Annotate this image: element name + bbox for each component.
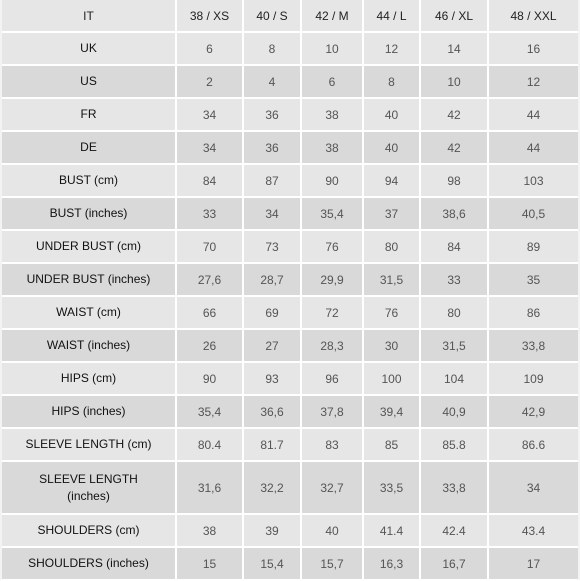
table-cell: 14 — [420, 32, 488, 65]
row-label-text: HIPS (inches) — [51, 404, 126, 418]
row-label-text: WAIST (inches) — [46, 338, 131, 352]
table-cell: 38 — [176, 514, 243, 547]
table-cell: 34 — [243, 197, 301, 230]
table-row — [2, 197, 578, 230]
row-label — [2, 32, 176, 65]
header-cell-it: IT — [2, 0, 176, 32]
table-cell: 85 — [363, 428, 420, 461]
table-cell: 84 — [420, 230, 488, 263]
table-cell: 80 — [420, 296, 488, 329]
table-cell: 33,8 — [488, 329, 578, 362]
table-cell: 35,4 — [301, 197, 363, 230]
table-cell: 40 — [363, 131, 420, 164]
table-cell: 12 — [488, 65, 578, 98]
table-cell: 34 — [488, 461, 578, 514]
table-cell: 28,7 — [243, 263, 301, 296]
table-cell: 6 — [176, 32, 243, 65]
table-cell: 42.4 — [420, 514, 488, 547]
table-cell: 42 — [420, 131, 488, 164]
table-cell: 44 — [488, 98, 578, 131]
table-cell: 12 — [363, 32, 420, 65]
table-cell: 96 — [301, 362, 363, 395]
table-cell: 93 — [243, 362, 301, 395]
row-label — [2, 296, 176, 329]
table-row — [2, 395, 578, 428]
header-cell-s: 40 / S — [243, 0, 301, 32]
table-cell: 43.4 — [488, 514, 578, 547]
row-label — [2, 98, 176, 131]
table-cell: 38,6 — [420, 197, 488, 230]
table-cell: 39,4 — [363, 395, 420, 428]
table-cell: 86 — [488, 296, 578, 329]
table-row — [2, 461, 578, 514]
table-cell: 87 — [243, 164, 301, 197]
table-cell: 73 — [243, 230, 301, 263]
table-cell: 28,3 — [301, 329, 363, 362]
row-label-text: UK — [80, 41, 97, 55]
row-label-text: WAIST (cm) — [56, 305, 121, 319]
header-cell-xxl: 48 / XXL — [488, 0, 578, 32]
table-cell: 35,4 — [176, 395, 243, 428]
table-row — [2, 32, 578, 65]
row-label-text: SHOULDERS (cm) — [37, 523, 140, 537]
table-cell: 15,4 — [243, 547, 301, 580]
size-chart-table — [2, 0, 578, 581]
table-cell: 86.6 — [488, 428, 578, 461]
header-row — [2, 0, 578, 32]
row-label — [2, 362, 176, 395]
row-label-text: UNDER BUST (cm) — [35, 239, 142, 253]
table-cell: 98 — [420, 164, 488, 197]
table-cell: 41.4 — [363, 514, 420, 547]
table-cell: 29,9 — [301, 263, 363, 296]
table-row — [2, 131, 578, 164]
table-row — [2, 547, 578, 580]
table-cell: 33 — [176, 197, 243, 230]
table-cell: 31,6 — [176, 461, 243, 514]
row-label-subtext: (inches) — [67, 488, 110, 503]
row-label — [2, 263, 176, 296]
table-cell: 15,7 — [301, 547, 363, 580]
table-cell: 70 — [176, 230, 243, 263]
table-cell: 36 — [243, 131, 301, 164]
row-label — [2, 329, 176, 362]
table-cell: 6 — [301, 65, 363, 98]
table-cell: 33,8 — [420, 461, 488, 514]
table-cell: 8 — [243, 32, 301, 65]
row-label-text: DE — [80, 140, 97, 154]
row-label-text: FR — [80, 107, 97, 121]
table-cell: 40 — [301, 514, 363, 547]
table-cell: 37,8 — [301, 395, 363, 428]
table-cell: 42 — [420, 98, 488, 131]
table-cell: 30 — [363, 329, 420, 362]
table-cell: 35 — [488, 263, 578, 296]
table-cell: 17 — [488, 547, 578, 580]
table-row — [2, 230, 578, 263]
table-cell: 94 — [363, 164, 420, 197]
table-cell: 72 — [301, 296, 363, 329]
table-body — [2, 32, 578, 580]
table-cell: 76 — [301, 230, 363, 263]
table-cell: 31,5 — [420, 329, 488, 362]
row-label-text: BUST (cm) — [58, 173, 119, 187]
table-cell: 2 — [176, 65, 243, 98]
table-row — [2, 164, 578, 197]
table-row — [2, 514, 578, 547]
row-label — [2, 131, 176, 164]
table-cell: 36,6 — [243, 395, 301, 428]
row-label — [2, 428, 176, 461]
row-label — [2, 514, 176, 547]
table-cell: 38 — [301, 98, 363, 131]
table-cell: 80.4 — [176, 428, 243, 461]
table-row — [2, 428, 578, 461]
row-label-text: HIPS (cm) — [60, 371, 117, 385]
table-cell: 104 — [420, 362, 488, 395]
table-cell: 37 — [363, 197, 420, 230]
table-cell: 109 — [488, 362, 578, 395]
row-label — [2, 164, 176, 197]
table-cell: 85.8 — [420, 428, 488, 461]
table-cell: 10 — [301, 32, 363, 65]
table-cell: 16 — [488, 32, 578, 65]
table-cell: 90 — [301, 164, 363, 197]
row-label-text: SLEEVE LENGTH (cm) — [25, 437, 152, 451]
table-cell: 42,9 — [488, 395, 578, 428]
table-cell: 36 — [243, 98, 301, 131]
row-label — [2, 197, 176, 230]
row-label-text: SHOULDERS (inches) — [28, 556, 149, 570]
table-cell: 83 — [301, 428, 363, 461]
table-row — [2, 296, 578, 329]
table-cell: 26 — [176, 329, 243, 362]
table-cell: 40,5 — [488, 197, 578, 230]
table-cell: 100 — [363, 362, 420, 395]
table-cell: 15 — [176, 547, 243, 580]
header-cell-l: 44 / L — [363, 0, 420, 32]
table-cell: 39 — [243, 514, 301, 547]
table-cell: 103 — [488, 164, 578, 197]
table-cell: 10 — [420, 65, 488, 98]
table-cell: 66 — [176, 296, 243, 329]
table-cell: 38 — [301, 131, 363, 164]
row-label — [2, 461, 176, 514]
row-label — [2, 547, 176, 580]
table-cell: 32,2 — [243, 461, 301, 514]
table-cell: 34 — [176, 98, 243, 131]
table-cell: 16,3 — [363, 547, 420, 580]
table-row — [2, 362, 578, 395]
table-cell: 40 — [363, 98, 420, 131]
table-cell: 90 — [176, 362, 243, 395]
table-cell: 89 — [488, 230, 578, 263]
table-row — [2, 98, 578, 131]
row-label-text: BUST (inches) — [49, 206, 128, 220]
table-cell: 81.7 — [243, 428, 301, 461]
table-cell: 27 — [243, 329, 301, 362]
table-cell: 32,7 — [301, 461, 363, 514]
table-cell: 4 — [243, 65, 301, 98]
table-cell: 80 — [363, 230, 420, 263]
table-cell: 44 — [488, 131, 578, 164]
table-row — [2, 329, 578, 362]
row-label — [2, 230, 176, 263]
table-cell: 27,6 — [176, 263, 243, 296]
row-label — [2, 395, 176, 428]
table-cell: 8 — [363, 65, 420, 98]
table-cell: 84 — [176, 164, 243, 197]
table-row — [2, 263, 578, 296]
table-cell: 76 — [363, 296, 420, 329]
table-cell: 33,5 — [363, 461, 420, 514]
header-cell-xs: 38 / XS — [176, 0, 243, 32]
row-label-text: UNDER BUST (inches) — [26, 272, 151, 286]
row-label-text: US — [80, 74, 97, 88]
table-cell: 16,7 — [420, 547, 488, 580]
header-cell-xl: 46 / XL — [420, 0, 488, 32]
table-cell: 33 — [420, 263, 488, 296]
table-cell: 31,5 — [363, 263, 420, 296]
table-cell: 34 — [176, 131, 243, 164]
row-label — [2, 65, 176, 98]
table-row — [2, 65, 578, 98]
row-label-text: SLEEVE LENGTH — [39, 471, 138, 486]
table-cell: 69 — [243, 296, 301, 329]
table-cell: 40,9 — [420, 395, 488, 428]
header-cell-m: 42 / M — [301, 0, 363, 32]
